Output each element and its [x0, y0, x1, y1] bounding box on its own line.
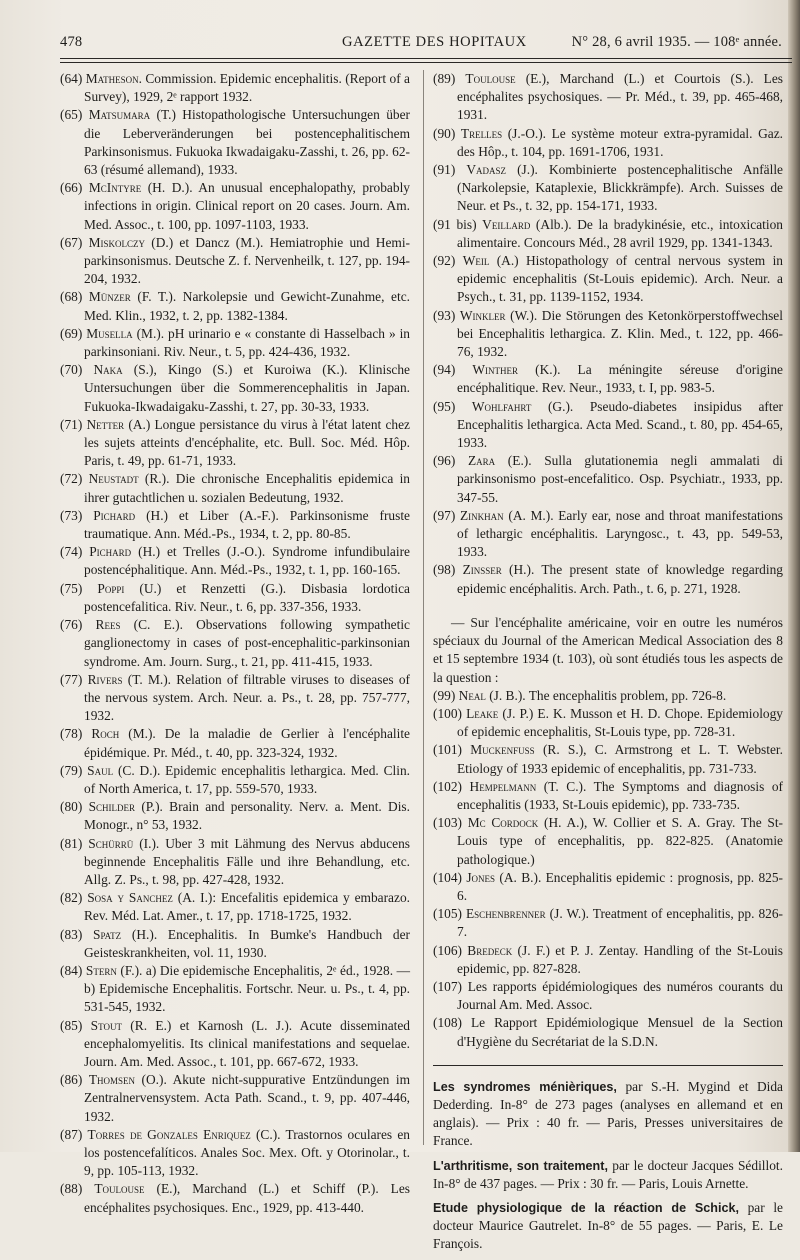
reference-number: (64) — [60, 71, 86, 86]
reference-number: (102) — [433, 778, 470, 794]
reference-number: (99) — [433, 687, 459, 703]
reference-text: (J.). Kombinierte postencephalitische Anfälle (Narkolepsie, Kataplexie, Blickkrämpfe). Arch. Suisses de Neur. et Ps., t. 32, pp. 154-171, 1933. — [457, 162, 783, 214]
reference-text: (E.), Marchand (L.) et Schiff (P.). Les encéphalites psychosiques. Enc., 1929, pp. 413-440. — [84, 1181, 410, 1215]
reference-entry — [433, 942, 783, 978]
reference-author: Zara — [467, 453, 496, 469]
reference-author: Miskolczy — [88, 234, 145, 250]
reference-author: Münzer — [88, 289, 131, 305]
reference-number: (81) — [60, 835, 89, 851]
book-notice-title: Etude physiologique de la réaction de Schick, — [433, 1200, 739, 1215]
reference-author: Schilder — [88, 799, 136, 815]
reference-author: Winther — [472, 362, 519, 378]
reference-author: Zinsser — [462, 562, 502, 578]
reference-entry — [60, 361, 410, 416]
reference-text: (S.), Kingo (S.) et Kuroiwa (K.). Klinische Untersuchungen über die Sommerencephalitis in Japan. Fukuoka-Ikwadaigaku-Zasshi, t. 27, pp. 30-33, 1933. — [84, 362, 410, 414]
reference-text: (C.). Trastornos oculares en los postencefalíticos. Anales Soc. Mex. Oft. y Otorinolar., t. 9, pp. 105-113, 1932. — [84, 1126, 410, 1179]
reference-text: (G.). Pseudo-diabetes insipidus after Encephalitis lethargica. Acta Med. Scand., t. 80, pp. 454-65, 1933. — [457, 398, 783, 451]
reference-author: Toulouse — [465, 71, 516, 86]
reference-author: Muckenfuss — [470, 742, 535, 758]
reference-text: (H.) et Liber (A.-F.). Parkinsonisme fruste traumatique. Ann. Méd.-Ps., 1934, t. 2, pp. 80-85. — [84, 507, 410, 542]
reference-text: Les rapports épidémiologiques des numéros courants du Journal Am. Med. Assoc. — [457, 978, 783, 1013]
reference-entry — [60, 671, 410, 726]
reference-entry — [60, 926, 410, 962]
reference-author: Veillard — [482, 216, 531, 232]
right-column — [433, 70, 783, 1260]
reference-text: (D.) et Dancz (M.). Hemiatrophie und Hemi-parkinsonismus. Deutsche Z. f. Nervenheilk, t. 127, pp. 194-204, 1932. — [84, 234, 410, 287]
page-number: 478 — [60, 34, 83, 50]
reference-author: Rees — [95, 617, 121, 633]
reference-entry — [433, 687, 783, 705]
reference-text: (E.). Sulla glutationemia negli ammalati di parkinsonismo post-encefalitico. Osp. Psychiatr., 1933, pp. 347-55. — [457, 453, 783, 505]
reference-author: Stout — [90, 1017, 122, 1033]
reference-number: (83) — [60, 926, 94, 942]
reference-text: Commission. Epidemic encephalitis. (Report of a Survey), 1929, 2ᵉ rapport 1932. — [84, 71, 410, 105]
reference-author: Wohlfahrt — [471, 398, 532, 414]
reference-entry — [60, 416, 410, 471]
reference-number: (72) — [60, 471, 89, 487]
reference-text: (F.). a) Die epidemische Encephalitis, 2ᵉ éd., 1928. — b) Epidemische Encephalitis. Fortschr. Neur. u. Ps., t. 4, pp. 531-545, 1932. — [84, 962, 410, 1015]
book-notice-text: par le docteur Maurice Gautrelet. In-8° de 55 pages. — Paris, E. Le François. — [433, 1199, 783, 1252]
reference-text: (F. T.). Narkolepsie und Gewicht-Zunahme, etc. Med. Klin., 1932, t. 2, pp. 1382-1384. — [84, 289, 410, 323]
reference-author: Toulouse — [94, 1181, 145, 1197]
reference-number: (68) — [60, 289, 89, 305]
reference-entry — [433, 216, 783, 252]
reference-entry — [433, 125, 783, 161]
reference-number: (91) — [433, 162, 467, 178]
reference-text: (R. S.), C. Armstrong et L. T. Webster. Etiology of 1933 epidemic of encephalitis, pp. 731-733. — [457, 742, 783, 776]
reference-number: (101) — [433, 742, 471, 758]
reference-number: (89) — [433, 71, 466, 86]
reference-author: Naka — [93, 362, 123, 378]
reference-author: Winkler — [459, 307, 506, 323]
reference-number: (65) — [60, 107, 89, 123]
journal-title: GAZETTE DES HOPITAUX — [342, 34, 527, 50]
reference-author: Pichard — [89, 544, 132, 560]
reference-number: (97) — [433, 507, 460, 523]
reference-number: (88) — [60, 1181, 95, 1197]
reference-number: (94) — [433, 362, 473, 378]
reference-author: Pichard — [93, 507, 136, 523]
reference-number: (77) — [60, 671, 88, 687]
reference-text: (R.). Die chronische Encephalitis epidemica in ihrer gutachtlichen u. sozialen Bedeutung, 1932. — [84, 471, 410, 505]
header-rule — [60, 58, 792, 59]
reference-author: Sosa y Sanchez — [87, 890, 173, 906]
reference-number: (98) — [433, 562, 463, 578]
reference-author: Netter — [86, 416, 125, 432]
reference-number: (73) — [60, 507, 94, 523]
reference-author: Poppi — [97, 580, 125, 596]
reference-author: Rivers — [87, 671, 123, 687]
reference-entry — [433, 905, 783, 941]
reference-author: Vadasz — [466, 162, 507, 178]
reference-entry — [60, 325, 410, 361]
reference-number: (74) — [60, 544, 90, 560]
reference-entry — [60, 70, 410, 106]
reference-number: (105) — [433, 906, 466, 922]
reference-author: Neustadt — [88, 471, 139, 487]
book-notice-text: par S.-H. Mygind et Dida Dederding. In-8° de 273 pages (analyses en allemand et en anglais). — Prix : 40 fr. — Paris, Presses universitaires de France. — [433, 1078, 783, 1149]
reference-text: (A. I.): Encefalitis epidemica y embarazo. Rev. Méd. Lat. Amer., t. 17, pp. 1718-1725, 1932. — [84, 890, 410, 924]
reference-text: (A.) Longue persistance du virus à l'état latent chez les sujets atteints d'encéphalite, etc. Bull. Soc. Méd. Hôp. Paris, t. 49, pp. 61-71, 1933. — [84, 416, 410, 469]
reference-author: Bredeck — [467, 942, 513, 958]
reference-entry — [433, 307, 783, 362]
left-column — [60, 70, 410, 1217]
reference-entry — [60, 889, 410, 925]
reference-entry — [60, 507, 410, 543]
reference-number: (69) — [60, 325, 87, 341]
reference-author: Neal — [458, 687, 486, 703]
reference-entry — [433, 978, 783, 1014]
reference-entry — [433, 70, 783, 125]
reference-entry — [60, 580, 410, 616]
reference-author: Matheson. — [85, 71, 142, 86]
column-rule — [423, 70, 424, 1145]
book-notice — [433, 1199, 783, 1254]
header-rule-thin — [60, 62, 792, 63]
reference-text: (H.). The present state of knowledge regarding epidemic encéphalitis. Arch. Path., t. 6, p. 271, 1928. — [457, 562, 783, 596]
reference-number: (103) — [433, 815, 468, 831]
reference-entry — [60, 234, 410, 289]
reference-entry — [60, 835, 410, 890]
reference-text: (K.). La méningite séreuse d'origine encéphalitique. Rev. Neur., 1933, t. I, pp. 983-5. — [457, 362, 783, 396]
reference-entry — [60, 762, 410, 798]
reference-number: (79) — [60, 762, 88, 778]
reference-text: (T.) Histopathologische Untersuchungen über die Leberveränderungen bei postencephalitischem Parkinsonismus. Fukuoka Ikwadaigaku-Zasshi, t. 26, pp. 62-63 (résumé allemand), 1933. — [84, 107, 410, 178]
reference-author: McIntyre — [88, 180, 142, 196]
reference-text: (M.). pH urinario e « constante di Hasselbach » in parkinsoniani. Riv. Neur., t. 5, pp. 424-436, 1932. — [84, 325, 410, 360]
reference-number: (76) — [60, 617, 96, 633]
reference-text: (E.), Marchand (L.) et Courtois (S.). Les encéphalites psychosiques. — Pr. Méd., t. 39, pp. 465-468, 1931. — [457, 71, 783, 123]
issue-info: N° 28, 6 avril 1935. — 108ᵉ année. — [571, 34, 782, 50]
reference-entry — [433, 1014, 783, 1050]
reference-author: Jones — [466, 869, 496, 885]
reference-number: (104) — [433, 869, 467, 885]
reference-number: (90) — [433, 125, 461, 141]
reference-text: (A.) Histopathology of central nervous system in epidemic encephalitis (St-Louis epidemic). Arch. Neur. a Psych., t. 31, pp. 1139-1152, 1934. — [457, 253, 783, 305]
reference-entry — [60, 179, 410, 234]
reference-entry — [433, 741, 783, 777]
reference-author: Spatz — [93, 926, 122, 942]
reference-number: (70) — [60, 362, 94, 378]
reference-entry — [433, 361, 783, 397]
reference-entry — [433, 452, 783, 507]
reference-number: (67) — [60, 234, 89, 250]
book-notice-text: par le docteur Jacques Sédillot. In-8° de 437 pages. — Prix : 30 fr. — Paris, Louis Arnette. — [433, 1157, 783, 1191]
reference-entry — [60, 798, 410, 834]
reference-entry — [60, 543, 410, 579]
reference-entry — [60, 1017, 410, 1072]
page-edge — [788, 0, 800, 1152]
reference-entry — [433, 398, 783, 453]
reference-entry — [60, 1126, 410, 1181]
right-references — [433, 70, 783, 598]
reference-number: (96) — [433, 453, 468, 469]
reference-text: (I.). Uber 3 mit Lähmung des Nervus abducens beginnende Encephalitis Fälle und ihre Behandlung, etc. Allg. Z. Ps., t. 98, pp. 427-428, 1932. — [84, 835, 410, 887]
reference-number: (91 bis) — [433, 216, 483, 232]
reference-number: (100) — [433, 705, 467, 721]
reference-text: (T. M.). Relation of filtrable viruses to diseases of the nervous system. Arch. Neur. a. Ps., t. 28, pp. 757-777, 1932. — [84, 671, 410, 724]
reference-number: (86) — [60, 1072, 89, 1088]
reference-text: (J. P.) E. K. Musson et H. D. Chope. Epidemiology of epidemic encephalitis, St-Louis type, pp. 728-31. — [457, 705, 784, 740]
reference-text: (W.). Die Störungen des Ketonkörperstoffwechsel bei Encephalitis lethargica. Z. Klin. Med., t. 122, pp. 466-76, 1932. — [457, 307, 783, 360]
reference-author: Mc Cordock — [467, 815, 539, 831]
book-notice — [433, 1078, 783, 1151]
reference-text: (U.) et Renzetti (G.). Disbasia lordotica postencefalitica. Riv. Neur., t. 6, pp. 337-356, 1933. — [84, 580, 410, 614]
reference-author: Trelles — [460, 125, 503, 141]
reference-number: (66) — [60, 180, 89, 196]
reference-text: (A. B.). Encephalitis epidemic : prognosis, pp. 825-6. — [457, 869, 783, 903]
reference-entry — [433, 869, 783, 905]
reference-number: (106) — [433, 942, 468, 958]
reference-number: (84) — [60, 962, 86, 978]
reference-text: (J. B.). The encephalitis problem, pp. 726-8. — [485, 687, 727, 703]
reference-author: Matsumara — [88, 107, 151, 123]
reference-text: (H.) et Trelles (J.-O.). Syndrome infundibulaire postencéphalitique. Ann. Méd.-Ps., 1932, t. 1, pp. 160-165. — [84, 544, 410, 578]
note-paragraph: — Sur l'encéphalite américaine, voir en outre les numéros spéciaux du Journal of the American Medical Association des 8 et 15 septembre 1934 (t. 103), où sont étudiés tous les aspects de la question : — [433, 614, 783, 685]
reference-entry — [60, 288, 410, 324]
reference-text: (H. D.). An unusual encephalopathy, probably infections in origin. Clinical report on 20 cases. Journ. Am. Med. Assoc., t. 100, pp. 1097-1103, 1933. — [84, 180, 410, 232]
reference-text: (H.). Encephalitis. In Bumke's Handbuch der Geisteskrankheiten, vol. 11, 1930. — [84, 926, 410, 960]
reference-text: (R. E.) et Karnosh (L. J.). Acute disseminated encephalomyelitis. Its clinical manifestations and sequelae. Journ. Am. Med. Assoc., t. 101, pp. 667-672, 1933. — [84, 1017, 410, 1069]
right-references-2 — [433, 687, 783, 1051]
reference-entry — [433, 507, 783, 562]
reference-author: Roch — [91, 726, 120, 742]
reference-text: (C. D.). Epidemic encephalitis lethargica. Med. Clin. of North America, t. 17, pp. 559-570, 1933. — [84, 762, 410, 796]
book-notice-title: Les syndromes ménièriques, — [433, 1079, 617, 1094]
reference-number: (78) — [60, 726, 92, 742]
reference-text: (O.). Akute nicht-suppurative Entzündungen im Zentralnervensystem. Acta Path. Scand., t. 9, pp. 407-446, 1932. — [84, 1072, 410, 1124]
book-notice — [433, 1157, 783, 1193]
reference-text: (J. F.) et P. J. Zentay. Handling of the St-Louis epidemic, pp. 827-828. — [457, 942, 783, 976]
reference-entry — [60, 962, 410, 1017]
reference-number: (85) — [60, 1017, 91, 1033]
book-notice-title: L'arthritisme, son traitement, — [433, 1158, 608, 1173]
reference-author: Schürrü — [88, 835, 134, 851]
reference-text: (J.-O.). Le système moteur extra-pyramidal. Gaz. des Hôp., t. 104, pp. 1691-1706, 1931. — [457, 125, 783, 159]
reference-author: Thomsen — [88, 1072, 136, 1088]
reference-number: (75) — [60, 580, 98, 596]
reference-author: Leake — [466, 705, 499, 721]
reference-author: Weil — [462, 253, 490, 269]
reference-author: Musella — [86, 325, 133, 341]
reference-author: Zinkhan — [460, 507, 504, 523]
reference-entry — [60, 470, 410, 506]
reference-entry — [433, 161, 783, 216]
reference-text: (P.). Brain and personality. Nerv. a. Ment. Dis. Monogr., n° 53, 1932. — [84, 799, 410, 833]
reference-text: (T. C.). The Symptoms and diagnosis of encephalitis (1933, St-Louis epidemic), pp. 733-735. — [457, 778, 783, 812]
reference-author: Eschenbrenner — [466, 906, 546, 922]
reference-number: (87) — [60, 1126, 88, 1142]
reference-number: (71) — [60, 416, 87, 432]
reference-number: (95) — [433, 398, 472, 414]
reference-entry — [60, 725, 410, 761]
reference-entry — [60, 1180, 410, 1216]
reference-text: (M.). De la maladie de Gerlier à l'encéphalite épidémique. Pr. Méd., t. 40, pp. 323-324, 1932. — [84, 726, 410, 760]
reference-text: Le Rapport Epidémiologique Mensuel de la Section d'Hygiène du Secrétariat de la S.D.N. — [457, 1015, 783, 1049]
reference-text: (J. W.). Treatment of encephalitis, pp. 826-7. — [457, 906, 783, 940]
book-notices — [433, 1078, 783, 1254]
reference-text: (A. M.). Early ear, nose and throat manifestations of lethargic encéphalitis. Laryngosc., t. 43, pp. 549-53, 1933. — [457, 507, 783, 560]
reference-author: Saul — [87, 762, 114, 778]
section-divider — [433, 1065, 783, 1066]
reference-text: (C. E.). Observations following sympathetic ganglionectomy in cases of post-encephalitic-parkinsonian syndrome. Am. Journ. Surg., t. 21, pp. 411-415, 1933. — [84, 617, 410, 669]
reference-number: (82) — [60, 890, 88, 906]
reference-text: (H. A.), W. Collier et S. A. Gray. The St-Louis type of encephalitis, pp. 822-825. (Anatomie pathologique.) — [457, 815, 783, 867]
reference-number: (108) — [433, 1015, 471, 1031]
reference-entry — [60, 106, 410, 179]
reference-author: Torres de Gonzales Enriquez — [87, 1126, 251, 1142]
reference-number: (80) — [60, 799, 89, 815]
reference-entry — [433, 814, 783, 869]
running-header — [60, 34, 796, 54]
reference-number: (107) — [433, 978, 468, 994]
reference-entry — [60, 616, 410, 671]
reference-entry — [433, 561, 783, 597]
reference-author: Hempelmann — [469, 778, 537, 794]
reference-entry — [433, 705, 783, 741]
reference-entry — [433, 252, 783, 307]
reference-entry — [433, 778, 783, 814]
reference-number: (92) — [433, 253, 463, 269]
reference-entry — [60, 1071, 410, 1126]
reference-author: Stern — [85, 962, 117, 978]
reference-text: (Alb.). De la bradykinésie, etc., intoxication alimentaire. Concours Méd., 28 avril 1929, pp. 1341-1343. — [457, 216, 783, 250]
reference-number: (93) — [433, 307, 460, 323]
